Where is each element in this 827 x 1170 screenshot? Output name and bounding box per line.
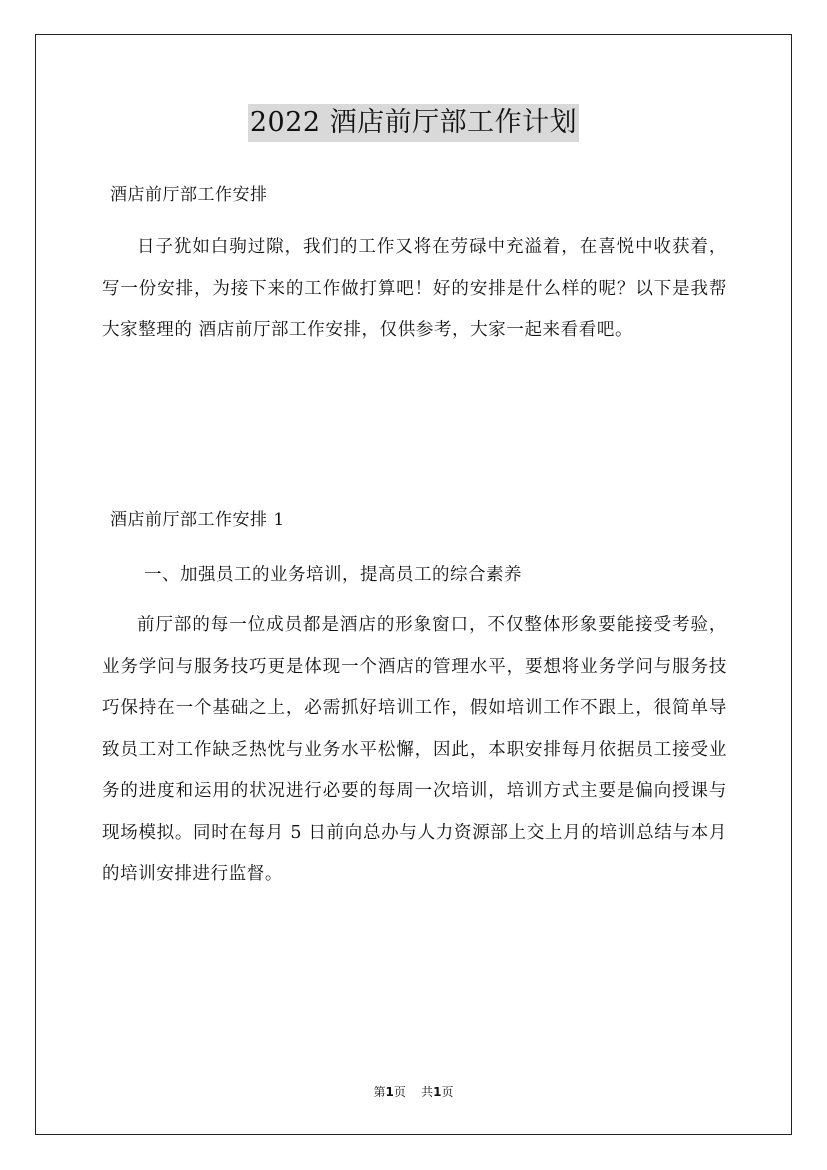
intro-paragraph: 日子犹如白驹过隙，我们的工作又将在劳碌中充溢着，在喜悦中收获着，写一份安排，为接下来的工作做打算吧！好的安排是什么样的呢？以下是我帮大家整理的 酒店前厅部工作安排，仅供参考，大家一起来看看吧。: [102, 237, 727, 340]
title-container: [0, 104, 827, 142]
total-label-suffix: 页: [441, 1085, 454, 1099]
plan-item-1-heading: 一、加强员工的业务培训，提高员工的综合素养: [144, 565, 522, 585]
page-footer: [0, 1084, 827, 1100]
page-label-prefix: 第: [373, 1085, 386, 1099]
document-title: 2022 酒店前厅部工作计划: [248, 104, 579, 142]
section-heading-intro: 酒店前厅部工作安排: [110, 185, 268, 205]
plan-item-1-body: 前厅部的每一位成员都是酒店的形象窗口，不仅整体形象要能接受考验，业务学问与服务技巧更是体现一个酒店的管理水平，要想将业务学问与服务技巧保持在一个基础之上，必需抓好培训工作，假如培训工作不跟上，很简单导致员工对工作缺乏热忱与业务水平松懈，因此，本职安排每月依据员工接受业务的进度和运用的状况进行必要的每周一次培训，培训方式主要是偏向授课与现场模拟。同时在每月 5 日前向总办与人力资源部上交上月的培训总结与本月的培训安排进行监督。: [102, 615, 727, 884]
section-heading-plan-1: 酒店前厅部工作安排 1: [110, 510, 285, 530]
total-label-prefix: 共: [421, 1085, 434, 1099]
total-pages: 1: [433, 1085, 442, 1099]
page-label-suffix: 页: [393, 1085, 406, 1099]
page-number: 1: [385, 1085, 394, 1099]
